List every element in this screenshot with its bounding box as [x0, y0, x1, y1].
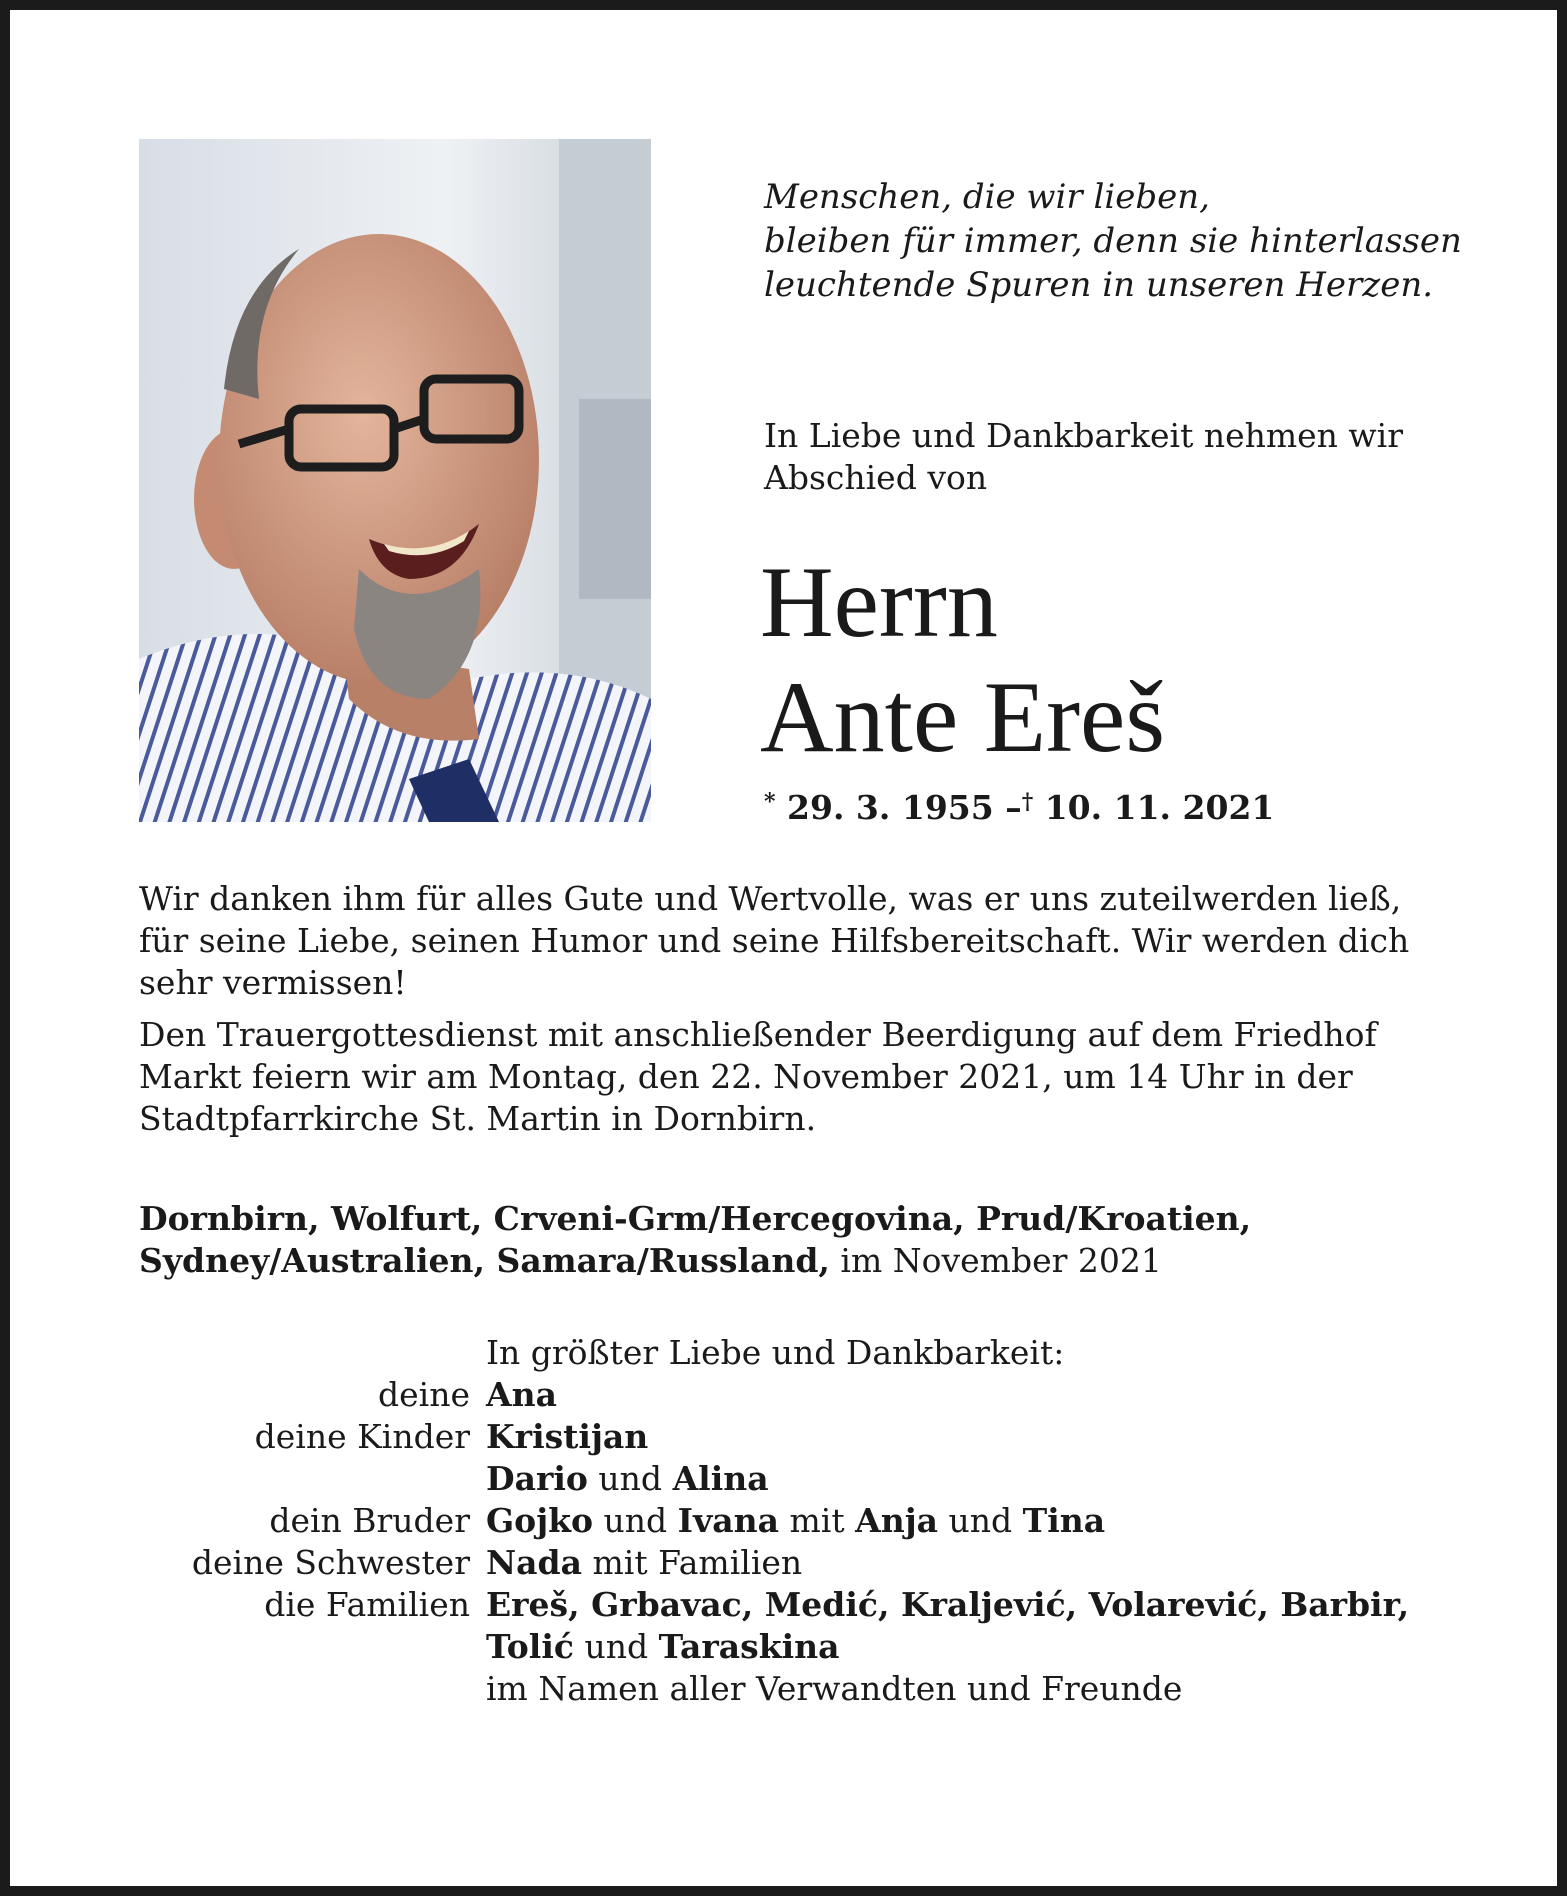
mourner-row [139, 1626, 1469, 1668]
mourner-name: Tolić [486, 1627, 574, 1666]
birth-symbol: * [764, 789, 776, 815]
mourner-name: Alina [672, 1459, 769, 1498]
mourner-names [486, 1458, 1469, 1500]
mourner-connector: mit Familien [582, 1543, 803, 1582]
death-symbol: † [1021, 789, 1034, 815]
mourner-connector: und [593, 1501, 678, 1540]
mourner-connector: und [587, 1459, 673, 1498]
mourner-row [139, 1416, 1469, 1458]
mourner-row [139, 1542, 1469, 1584]
mourner-name: Taraskina [658, 1627, 840, 1666]
quote-line: Menschen, die wir lieben, [764, 177, 1210, 217]
mourner-name: Nada [486, 1543, 583, 1582]
places-date: im November 2021 [840, 1241, 1162, 1280]
mourner-relation: dein Bruder [269, 1501, 470, 1540]
mourner-row [139, 1500, 1469, 1542]
salutation: Herrn [760, 546, 998, 659]
mourners-heading-row [139, 1332, 1469, 1374]
mourner-name: Dario [486, 1459, 588, 1498]
places-line [139, 1198, 1469, 1282]
quote-line: leuchtende Spuren in unseren Herzen. [764, 265, 1434, 305]
mourner-name: Kristijan [486, 1417, 649, 1456]
deceased-name-block [760, 545, 1165, 775]
mourner-name: Ereš, Grbavac, Medić, Kraljević, Volarević, Barbir, [486, 1585, 1410, 1624]
mourner-names [486, 1416, 1469, 1458]
death-date: 10. 11. 2021 [1044, 788, 1275, 827]
mourner-names [486, 1374, 1469, 1416]
obituary-text [139, 878, 1449, 1140]
life-dates [764, 788, 1274, 828]
mourner-names [486, 1668, 1469, 1710]
mourner-connector: und [573, 1627, 659, 1666]
mourner-row [139, 1668, 1469, 1710]
mourner-relation: deine Schwester [191, 1543, 470, 1582]
mourner-relation: deine Kinder [254, 1417, 470, 1456]
intro-line: In Liebe und Dankbarkeit nehmen wir [764, 416, 1404, 455]
mourner-name: Ivana [677, 1501, 780, 1540]
mourner-relation: deine [378, 1375, 470, 1414]
mourner-relation [139, 1626, 486, 1668]
mourner-relation: die Familien [264, 1585, 470, 1624]
mourners-list [139, 1332, 1469, 1710]
farewell-intro [764, 415, 1449, 499]
service-paragraph: Den Trauergottesdienst mit anschließender Beerdigung auf dem Friedhof Markt feiern wir am Montag, den 22. November 2021, um 14 Uhr in der Stadtpfarrkirche St. Martin in Dornbirn. [139, 1015, 1377, 1138]
mourner-row [139, 1458, 1469, 1500]
date-dash: – [1005, 788, 1022, 827]
mourner-relation [139, 1458, 486, 1500]
mourners-heading: In größter Liebe und Dankbarkeit: [486, 1333, 1065, 1372]
mourner-name: Gojko [486, 1501, 594, 1540]
mourner-names [486, 1542, 1469, 1584]
birth-date: 29. 3. 1955 [787, 788, 994, 827]
mourner-connector: im Namen aller Verwandten und Freunde [486, 1669, 1183, 1708]
mourner-connector: und [938, 1501, 1023, 1540]
intro-line: Abschied von [764, 458, 988, 497]
mourner-names [486, 1584, 1469, 1626]
memorial-quote [764, 175, 1484, 307]
mourner-names [486, 1500, 1469, 1542]
quote-line: bleiben für immer, denn sie hinterlassen [764, 221, 1462, 261]
mourner-rows [139, 1374, 1469, 1710]
portrait-photo [139, 139, 651, 822]
mourner-connector: mit [779, 1501, 856, 1540]
deceased-name: Ante Ereš [760, 661, 1166, 774]
mourner-names [486, 1626, 1469, 1668]
mourner-name: Anja [855, 1501, 939, 1540]
mourner-relation [139, 1668, 486, 1710]
places-list: Dornbirn, Wolfurt, Crveni-Grm/Hercegovina, Prud/Kroatien, Sydney/Australien, Samara/Russland, [139, 1199, 1252, 1280]
thanks-paragraph: Wir danken ihm für alles Gute und Wertvolle, was er uns zuteilwerden ließ, für seine Liebe, seinen Humor und seine Hilfsbereitschaft. Wir werden dich sehr vermissen! [139, 879, 1410, 1002]
mourner-row [139, 1584, 1469, 1626]
mourner-row [139, 1374, 1469, 1416]
mourner-name: Ana [486, 1375, 557, 1414]
mourner-name: Tina [1022, 1501, 1106, 1540]
